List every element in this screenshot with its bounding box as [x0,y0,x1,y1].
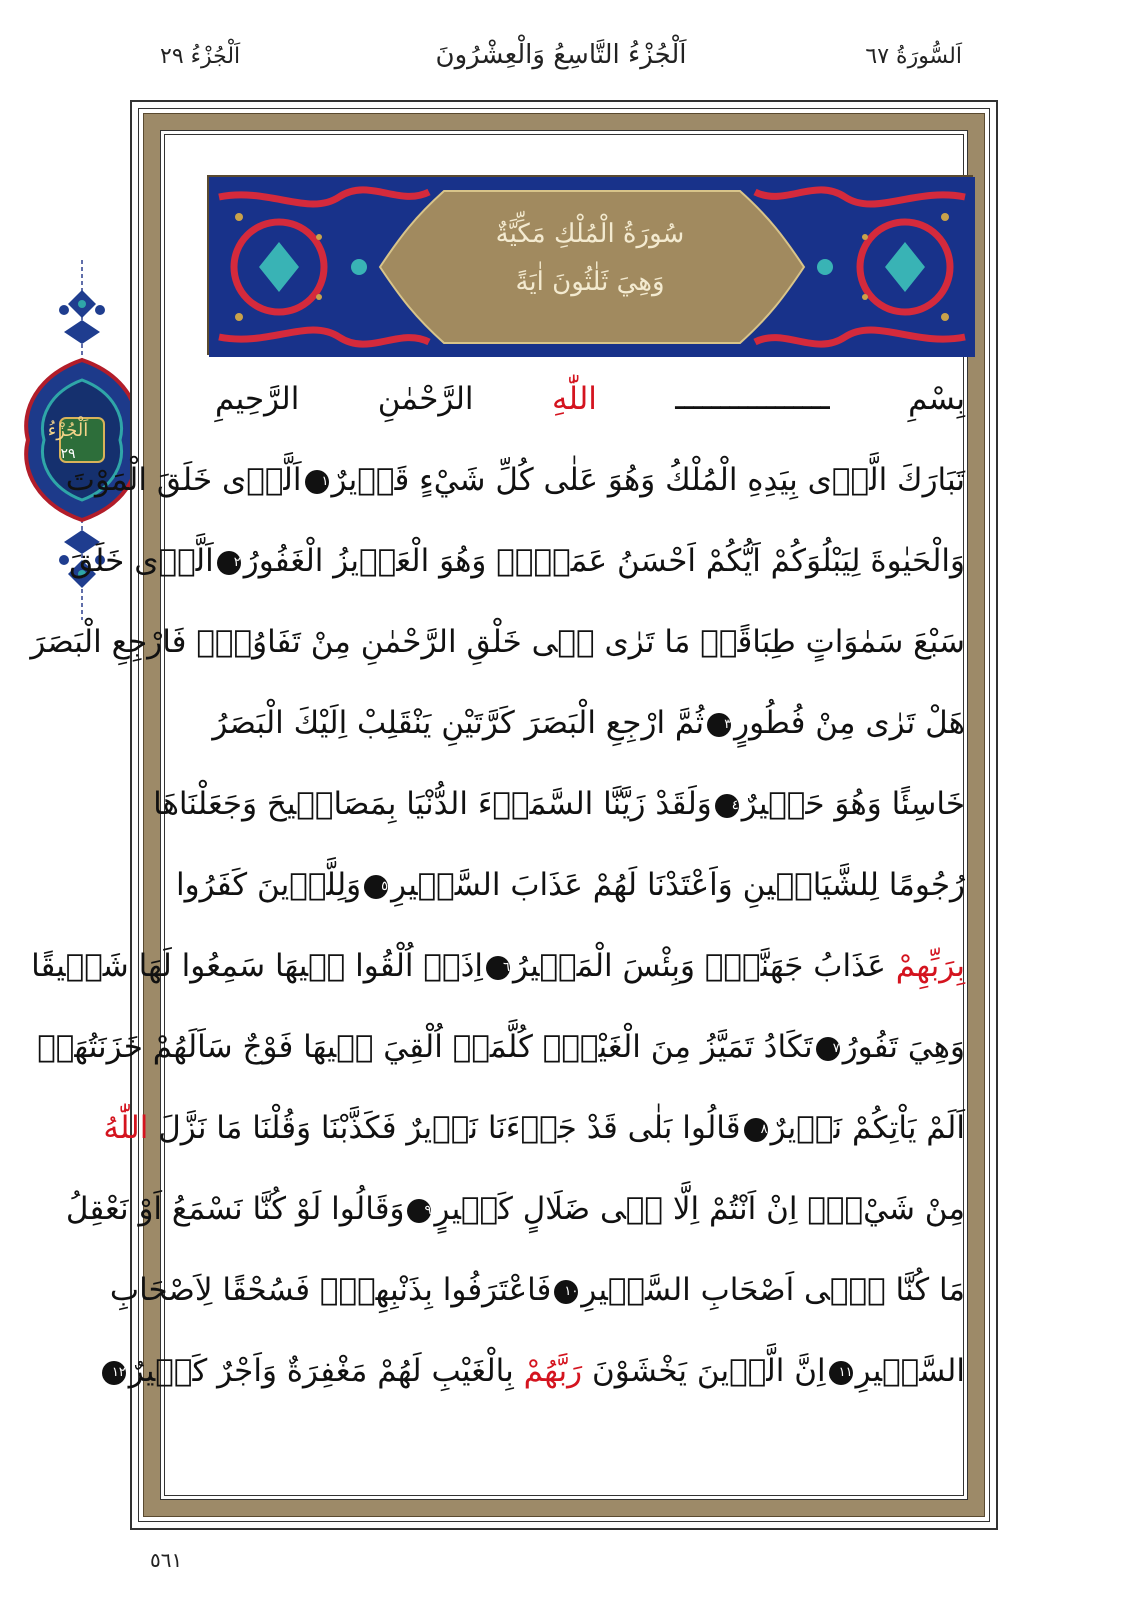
text-line [212,683,965,764]
red-word: اللّٰهُ [103,1110,149,1146]
surah-title-panel [207,175,973,355]
ayah-number-marker: ٨ [744,1118,768,1142]
verse-text: اِذَاۤ اُلْقُوا فٖيهَا سَمِعُوا لَهَا شَهٖيقًا [31,948,483,984]
text-line [215,359,965,440]
verse-text: رُجُومًا لِلشَّيَاطٖينِ وَاَعْتَدْنَا لَهُمْ عَذَابَ السَّعٖيرِ [391,867,965,903]
red-word: رَبَّهُمْ [523,1353,583,1389]
text-line [31,926,965,1007]
verse-text: اَلَّذٖى خَلَقَ الْمَوْتَ [65,462,302,498]
verse-text: وَالْحَيٰوةَ لِيَبْلُوَكُمْ اَيُّكُمْ اَحْسَنُ عَمَلًاۜ وَهُوَ الْعَزٖيزُ الْغَفُورُ [243,543,965,579]
surah-verse-count: وَهِيَ ثَلٰثُونَ اٰيَةً [515,267,665,297]
verse-text: اِنَّ الَّذٖينَ يَخْشَوْنَ [582,1353,826,1389]
verse-text: الرَّحْمٰنِ الرَّحِيمِ [215,381,552,417]
red-word: بِرَبِّهِمْ [895,948,965,984]
text-line [103,1088,965,1169]
verse-text: سَبْعَ سَمٰوَاتٍ طِبَاقًاۜ مَا تَرٰى فٖى خَلْقِ الرَّحْمٰنِ مِنْ تَفَاوُتٍۜ فَارْجِعِ الْبَصَرَ [30,624,965,660]
ayah-number-marker: ١٠ [554,1280,578,1304]
verse-text: مِنْ شَيْءٍۚ اِنْ اَنْتُمْ اِلَّا فٖى ضَلَالٍ كَبٖيرٍ [434,1191,965,1227]
surah-title: سُورَةُ الْمُلْكِ مَكِّيَّةٌ [495,219,685,249]
text-line [30,602,965,683]
red-word: اللّٰهِ [551,381,597,417]
text-line [69,521,965,602]
verse-text: تَكَادُ تَمَيَّزُ مِنَ الْغَيْظِۜ كُلَّمَاۤ اُلْقِيَ فٖيهَا فَوْجٌ سَاَلَهُمْ خَزَنَتُهَاۤ [37,1029,813,1065]
verse-text: اَلَّذٖى خَلَقَ [69,543,214,579]
verse-text: خَاسِئًا وَهُوَ حَسٖيرٌ [741,786,965,822]
verse-text: اَلَمْ يَاْتِكُمْ نَذٖيرٌ [770,1110,965,1146]
verse-text: وَلِلَّذٖينَ كَفَرُوا [176,867,362,903]
verse-text: وَقَالُوا لَوْ كُنَّا نَسْمَعُ اَوْ نَعْقِلُ [65,1191,405,1227]
ayah-number-marker: ١١ [829,1361,853,1385]
header-juz-number: اَلْجُزْءُ ٢٩ [160,44,241,69]
header-surah-number: اَلسُّورَةُ ٦٧ [865,44,962,69]
header-juz-title: اَلْجُزْءُ التَّاسِعُ وَالْعِشْرُونَ [435,40,687,70]
juz-marker-number: ٢٩ [60,446,76,462]
ayah-number-marker: ١٢ [102,1361,126,1385]
ayah-number-marker: ٤ [715,794,739,818]
verse-text: السَّعٖيرِ [855,1353,965,1389]
ayah-number-marker: ٢ [217,551,241,575]
ayah-number-marker: ٩ [407,1199,431,1223]
ayah-number-marker: ٦ [486,956,510,980]
verse-text: وَهِيَ تَفُورُ [842,1029,965,1065]
verse-text: تَبَارَكَ الَّذٖى بِيَدِهِ الْمُلْكُ وَهُوَ عَلٰى كُلِّ شَيْءٍ قَدٖيرٌ [331,462,965,498]
text-line [153,764,965,845]
verse-text: وَلَقَدْ زَيَّنَّا السَّمَاۤءَ الدُّنْيَا بِمَصَابٖيحَ وَجَعَلْنَاهَا [153,786,712,822]
verse-text: بِالْغَيْبِ لَهُمْ مَغْفِرَةٌ وَاَجْرٌ كَبٖيرٌ [128,1353,524,1389]
text-line [176,845,965,926]
verse-text: بِسْمِ ـــــــــــــــــ [596,381,965,417]
verse-text: قَالُوا بَلٰى قَدْ جَاۤءَنَا نَذٖيرٌ فَكَذَّبْنَا وَقُلْنَا مَا نَزَّلَ [148,1110,741,1146]
ayah-number-marker: ٥ [364,875,388,899]
ayah-number-marker: ٣ [707,713,731,737]
verse-text: عَذَابُ جَهَنَّمَۜ وَبِئْسَ الْمَصٖيرُ [513,948,896,984]
verse-text: فَاعْتَرَفُوا بِذَنْبِهِمْۚ فَسُحْقًا لِاَصْحَابِ [109,1272,552,1308]
ayah-number-marker: ١ [305,470,329,494]
text-line [37,1007,965,1088]
juz-marker-label: اَلْجُزْءُ [47,420,89,441]
text-line [111,1331,965,1412]
verse-text: ثُمَّ ارْجِعِ الْبَصَرَ كَرَّتَيْنِ يَنْقَلِبْ اِلَيْكَ الْبَصَرُ [212,705,705,741]
text-line [109,1250,965,1331]
verse-text: هَلْ تَرٰى مِنْ فُطُورٍ [734,705,965,741]
verse-text: مَا كُنَّا فٖۤى اَصْحَابِ السَّعٖيرِ [581,1272,965,1308]
text-line [65,1169,965,1250]
page-number: ٥٦١ [150,1548,183,1572]
ayah-number-marker: ٧ [816,1037,840,1061]
